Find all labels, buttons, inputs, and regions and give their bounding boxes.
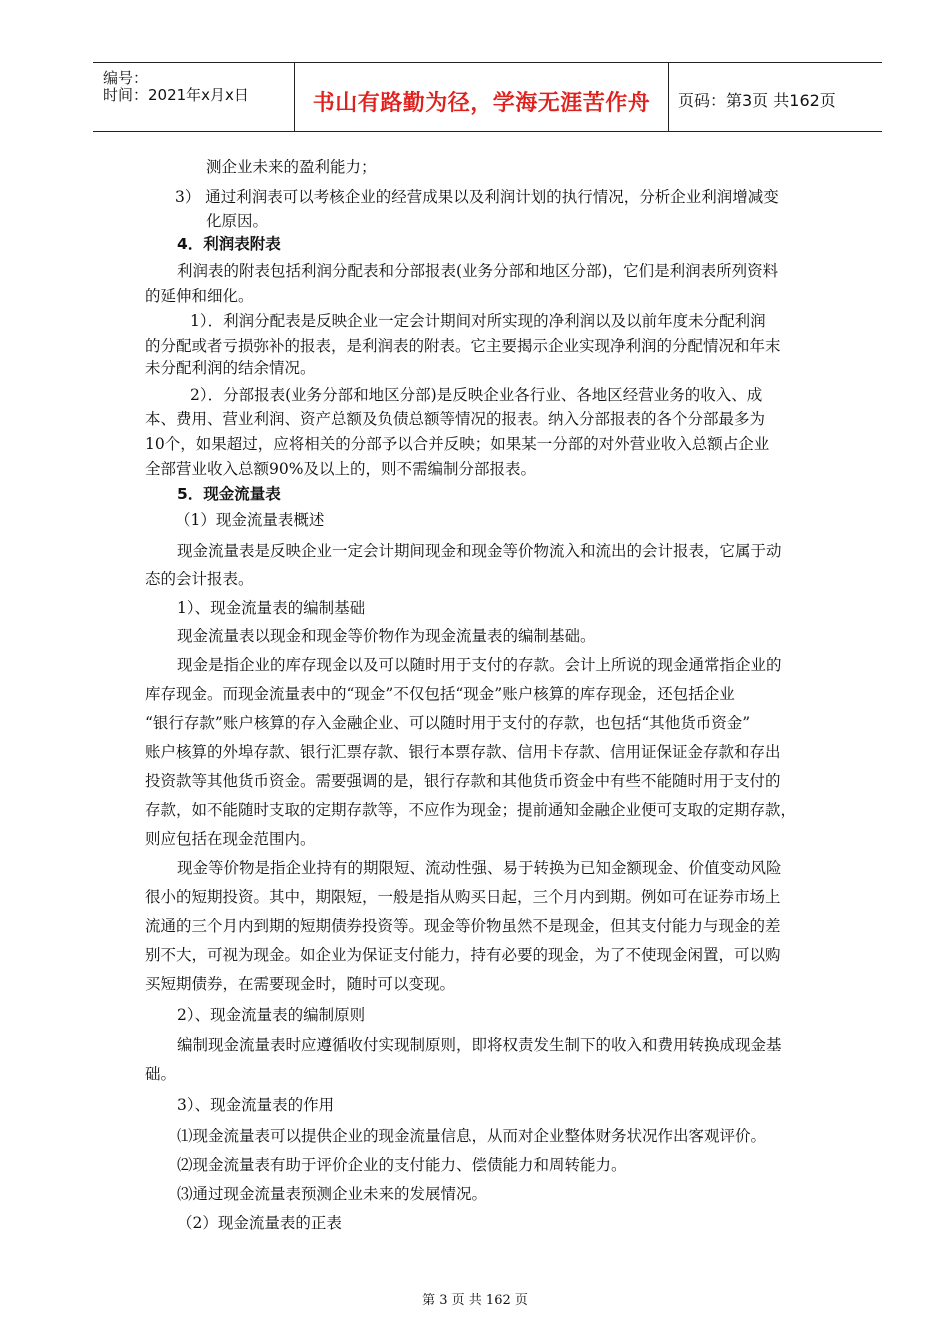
text-line: 态的会计报表。 — [145, 570, 254, 588]
page-footer: 第 3 页 共 162 页 — [422, 1293, 528, 1308]
doc-time-label: 时间：2021年x月x日 — [103, 86, 249, 104]
text-line: 别不大，可视为现金。如企业为保证支付能力，持有必要的现金，为了不使现金闲置，可以购 — [145, 946, 781, 964]
text-line: 现金是指企业的库存现金以及可以随时用于支付的存款。会计上所说的现金通常指企业的 — [177, 656, 782, 674]
text-line: 买短期债券，在需要现金时，随时可以变现。 — [145, 975, 456, 993]
header-meta-cell — [93, 63, 294, 131]
motto-text: 书山有路勤为径，学海无涯苦作舟 — [312, 91, 651, 116]
text-line: 利润表的附表包括利润分配表和分部报表(业务分部和地区分部)，它们是利润表所列资料 — [177, 262, 779, 280]
text-line: 存款，如不能随时支取的定期存款等，不应作为现金；提前通知金融企业便可支取的定期存款， — [145, 801, 797, 819]
text-line: 未分配利润的结余情况。 — [145, 359, 316, 377]
text-line: “银行存款”账户核算的存入金融企业、可以随时用于支付的存款，也包括“其他货币资金” — [145, 714, 751, 732]
text-line: 2）、现金流量表的编制原则 — [177, 1006, 366, 1024]
text-line: 很小的短期投资。其中，期限短，一般是指从购买日起，三个月内到期。例如可在证券市场上 — [145, 888, 781, 906]
section-heading: 5．现金流量表 — [177, 485, 281, 503]
header-motto-cell — [294, 63, 669, 131]
text-line: 投资款等其他货币资金。需要强调的是，银行存款和其他货币资金中有些不能随时用于支付的 — [145, 772, 781, 790]
text-line: 2）．分部报表(业务分部和地区分部)是反映企业各行业、各地区经营业务的收入、成 — [190, 386, 763, 404]
subsection-heading: （2）现金流量表的正表 — [177, 1214, 342, 1232]
text-line: 流通的三个月内到期的短期债券投资等。现金等价物虽然不是现金，但其支付能力与现金的差 — [145, 917, 781, 935]
list-item: ⑶通过现金流量表预测企业未来的发展情况。 — [177, 1185, 488, 1203]
text-line: 的分配或者亏损弥补的报表，是利润表的附表。它主要揭示企业实现净利润的分配情况和年末 — [145, 337, 781, 355]
text-line: 3）、现金流量表的作用 — [177, 1096, 335, 1114]
section-heading: 4．利润表附表 — [177, 235, 281, 253]
list-item: ⑵现金流量表有助于评价企业的支付能力、偿债能力和周转能力。 — [177, 1156, 627, 1174]
header-table — [93, 62, 882, 132]
text-line: 测企业未来的盈利能力； — [206, 158, 377, 176]
text-line: 现金流量表以现金和现金等价物作为现金流量表的编制基础。 — [177, 627, 596, 645]
text-line: 10个，如果超过，应将相关的分部予以合并反映；如果某一分部的对外营业收入总额占企业 — [145, 435, 770, 453]
list-item: ⑴现金流量表可以提供企业的现金流量信息，从而对企业整体财务状况作出客观评价。 — [177, 1127, 767, 1145]
text-line: 现金等价物是指企业持有的期限短、流动性强、易于转换为已知金额现金、价值变动风险 — [177, 859, 782, 877]
text-line: 库存现金。而现金流量表中的“现金”不仅包括“现金”账户核算的库存现金，还包括企业 — [145, 685, 735, 703]
text-line: 编制现金流量表时应遵循收付实现制原则，即将权责发生制下的收入和费用转换成现金基 — [177, 1036, 782, 1054]
text-line: 现金流量表是反映企业一定会计期间现金和现金等价物流入和流出的会计报表，它属于动 — [177, 542, 782, 560]
header-page-cell — [668, 63, 882, 131]
text-line: 1）、现金流量表的编制基础 — [177, 599, 366, 617]
text-line: 的延伸和细化。 — [145, 287, 254, 305]
doc-number-label: 编号： — [103, 69, 149, 87]
subsection-heading: （1）现金流量表概述 — [175, 511, 325, 529]
text-line: 本、费用、营业利润、资产总额及负债总额等情况的报表。纳入分部报表的各个分部最多为 — [145, 410, 766, 428]
text-line: 账户核算的外埠存款、银行汇票存款、银行本票存款、信用卡存款、信用证保证金存款和存出 — [145, 743, 781, 761]
text-line: 化原因。 — [206, 212, 269, 230]
text-line: 础。 — [145, 1065, 177, 1083]
text-line: 全部营业收入总额90%及以上的，则不需编制分部报表。 — [145, 460, 536, 478]
text-line: 1）．利润分配表是反映企业一定会计期间对所实现的净利润以及以前年度未分配利润 — [190, 312, 766, 330]
text-line: 3） 通过利润表可以考核企业的经营成果以及利润计划的执行情况，分析企业利润增减变 — [175, 188, 779, 206]
page-indicator: 页码：第3页 共162页 — [678, 91, 836, 110]
text-line: 则应包括在现金范围内。 — [145, 830, 316, 848]
